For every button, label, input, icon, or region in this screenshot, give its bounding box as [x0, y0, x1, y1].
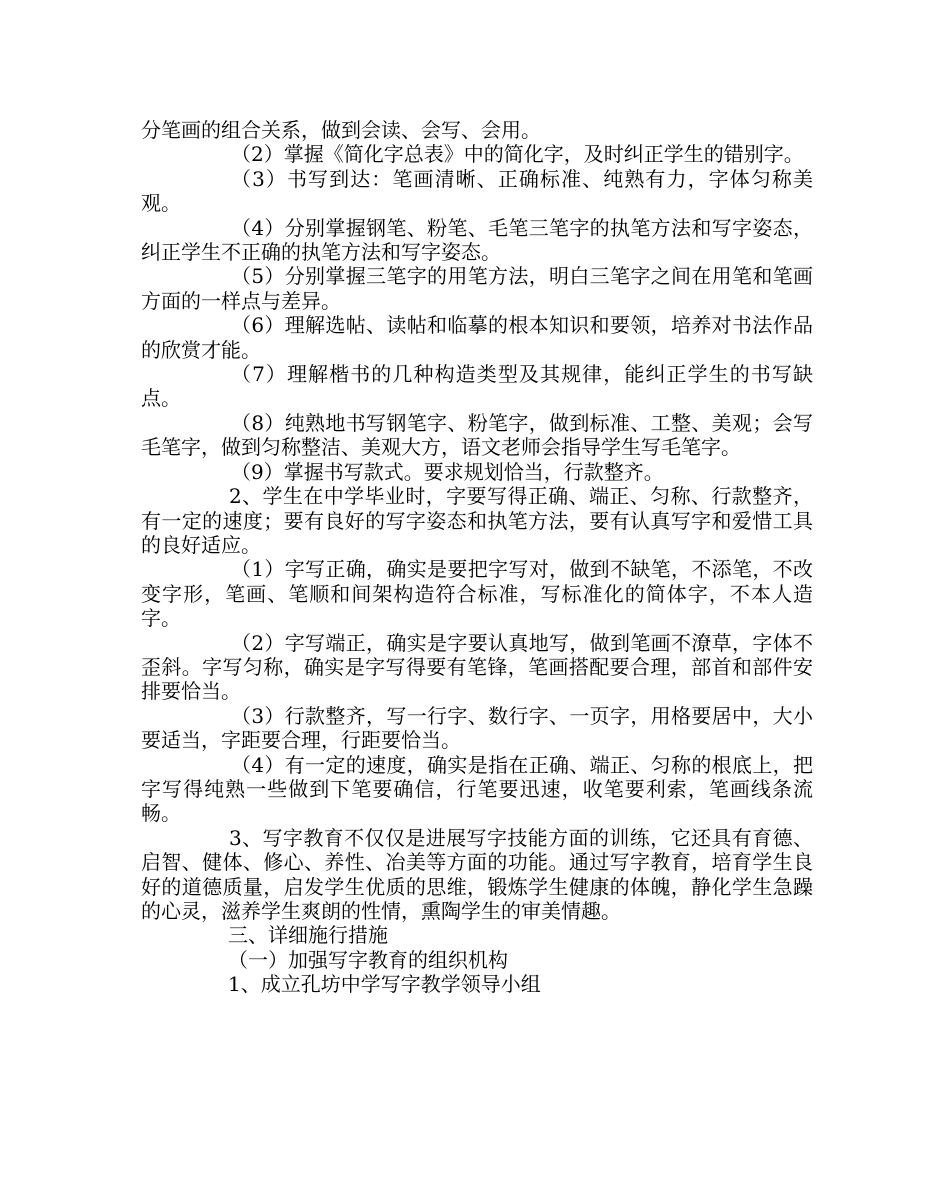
paragraph-item-7: （7）理解楷书的几种构造类型及其规律，能纠正学生的书写缺点。: [141, 362, 813, 411]
heading-organization: （一）加强写字教育的组织机构: [228, 947, 508, 972]
heading-implementation-measures: 三、详细施行措施: [228, 923, 388, 948]
paragraph-leadership-group: 1、成立孔坊中学写字教学领导小组: [228, 972, 541, 997]
paragraph-item-6: （6）理解选帖、读帖和临摹的根本知识和要领，培养对书法作品的欣赏才能。: [141, 313, 813, 362]
paragraph-section-3: 3、写字教育不仅仅是进展写字技能方面的训练，它还具有育德、启智、健体、修心、养性、冶美等方面的功能。通过写字教育，培育学生良好的道德质量，启发学生优质的思维，锻炼学生健康的体魄，静化学生急躁的心灵，滋养学生爽朗的性情，熏陶学生的审美情趣。: [141, 825, 813, 923]
paragraph-intro-continuation: 分笔画的组合关系，做到会读、会写、会用。: [141, 118, 541, 142]
paragraph-item-5: （5）分别掌握三笔字的用笔方法，明白三笔字之间在用笔和笔画方面的一样点与差异。: [141, 264, 813, 313]
paragraph-section-2: 2、学生在中学毕业时，字要写得正确、端正、匀称、行款整齐，有一定的速度；要有良好的写字姿态和执笔方法，要有认真写字和爱惜工具的良好适应。: [141, 484, 813, 557]
paragraph-subitem-3: （3）行款整齐，写一行字、数行字、一页字，用格要居中，大小要适当，字距要合理，行距要恰当。: [141, 703, 813, 753]
paragraph-item-9: （9）掌握书写款式。要求规划恰当，行款整齐。: [231, 459, 664, 484]
paragraph-subitem-2: （2）字写端正，确实是字要认真地写，做到笔画不潦草，字体不歪斜。字写匀称，确实是字写得要有笔锋，笔画搭配要合理，部首和部件安排要恰当。: [141, 630, 813, 704]
paragraph-item-4: （4）分别掌握钢笔、粉笔、毛笔三笔字的执笔方法和写字姿态，纠正学生不正确的执笔方法和写字姿态。: [141, 215, 813, 265]
paragraph-item-8: （8）纯熟地书写钢笔字、粉笔字，做到标准、工整、美观；会写毛笔字，做到匀称整洁、美观大方，语文老师会指导学生写毛笔字。: [141, 410, 813, 460]
paragraph-item-3: （3）书写到达：笔画清晰、正确标准、纯熟有力，字体匀称美观。: [141, 166, 813, 216]
paragraph-subitem-1: （1）字写正确，确实是要把字写对，做到不缺笔，不添笔，不改变字形，笔画、笔顺和间架构造符合标准，写标准化的简体字，不本人造字。: [141, 557, 813, 631]
paragraph-item-2: （2）掌握《简化字总表》中的简化字，及时纠正学生的错别字。: [231, 142, 804, 167]
document-body: [141, 118, 813, 997]
paragraph-subitem-4: （4）有一定的速度，确实是指在正确、端正、匀称的根底上，把字写得纯熟一些做到下笔要确信，行笔要迅速，收笔要利索，笔画线条流畅。: [141, 752, 813, 826]
